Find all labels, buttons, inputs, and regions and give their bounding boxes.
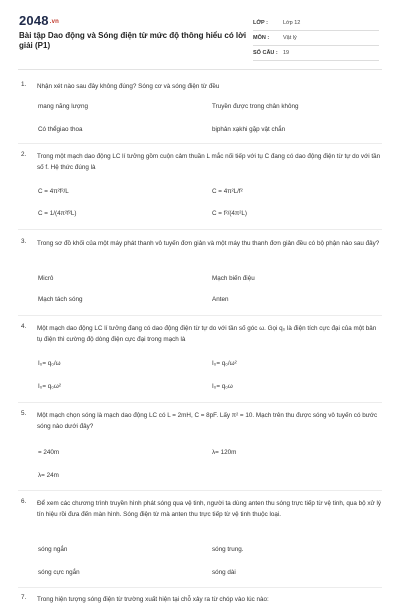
question-divider: [18, 143, 382, 144]
option-a[interactable]: = 240m: [38, 449, 60, 456]
question-number: 2.: [21, 151, 27, 158]
option-a[interactable]: sóng ngắn: [38, 546, 68, 553]
document-header: [0, 0, 400, 62]
question-text: Để xem các chương trình truyền hình phát sóng qua vệ tinh, người ta dùng anten thu sóng trực tiếp từ vệ tinh, qua bộ xử lý tín hiệu rồi đưa đến màn hình. Sóng điện từ mà anten thu trực tiếp từ vệ tinh thuộc loại.: [37, 500, 382, 518]
option-b[interactable]: Truyền được trong chân không: [212, 103, 299, 110]
meta-row-subject: [253, 31, 379, 46]
meta-table: [253, 16, 379, 61]
question-text: Trong hiện tượng sóng điện từ trường xuất hiện tại chỗ xảy ra từ chóp vào lúc nào:: [37, 596, 269, 603]
meta-key: LỚP :: [253, 20, 268, 26]
option-a[interactable]: Micrô: [38, 275, 54, 282]
meta-key: SỐ CÂU :: [253, 50, 278, 56]
meta-value: Lớp 12: [283, 20, 301, 26]
site-logo[interactable]: [19, 13, 59, 28]
option-c[interactable]: I₀= q₀ω²: [38, 383, 61, 390]
question-text: Một mạch chọn sóng là mạch dao động LC có L = 2mH, C = 8pF. Lấy π² = 10. Mạch trên thu được sóng vô tuyến có bước sóng nào dưới đây?: [37, 412, 378, 430]
option-a[interactable]: C = 4π²f²/L: [38, 188, 69, 195]
question-divider: [18, 229, 382, 230]
option-b[interactable]: Mạch biến điệu: [212, 275, 255, 282]
meta-value: Vật lý: [283, 35, 297, 41]
meta-key: MÔN :: [253, 35, 270, 41]
option-c[interactable]: λ= 24m: [38, 472, 59, 479]
question-number: 1.: [21, 81, 27, 88]
logo-suffix: .vn: [49, 19, 60, 25]
question-text: Trong một mạch dao động LC lí tưởng gồm cuộn cảm thuần L mắc nối tiếp với tụ C đang có dao động điện từ tự do với tần số f. Hệ thức đúng là: [37, 153, 381, 171]
question-divider: [18, 402, 382, 403]
question-divider: [18, 587, 382, 588]
option-b[interactable]: sóng trung.: [212, 546, 244, 553]
meta-value: 19: [283, 50, 290, 56]
option-c[interactable]: sóng cực ngắn: [38, 569, 80, 576]
option-b[interactable]: λ= 120m: [212, 449, 237, 456]
option-a[interactable]: I₀= q₀/ω: [38, 360, 61, 367]
question-number: 7.: [21, 594, 27, 601]
question-text: Nhận xét nào sau đây không đúng? Sóng cơ và sóng điện từ đều: [37, 83, 220, 90]
option-d[interactable]: bịphản xạkhi gặp vật chắn: [212, 126, 286, 133]
question-text: Một mạch dao động LC lí tưởng đang có dao động điện từ tự do với tần số góc ω. Gọi q₀ là điện tích cực đại của một bản tụ điện thì cường độ dòng điện cực đại trong mạch là: [37, 325, 377, 343]
option-d[interactable]: Anten: [212, 296, 229, 303]
meta-row-class: [253, 16, 379, 31]
question-number: 5.: [21, 410, 27, 417]
option-d[interactable]: C = f²/(4π²L): [212, 210, 247, 217]
document-title: Bài tập Dao động và Sóng điện từ mức độ thông hiểu có lời giải (P1): [19, 31, 247, 50]
option-d[interactable]: sóng dài: [212, 569, 236, 576]
question-divider: [18, 315, 382, 316]
question-number: 3.: [21, 238, 27, 245]
option-b[interactable]: C = 4π²L/f²: [212, 188, 243, 195]
option-b[interactable]: I₀= q₀/ω²: [212, 360, 237, 367]
question-number: 6.: [21, 498, 27, 505]
question-divider: [18, 490, 382, 491]
option-c[interactable]: Có thểgiao thoa: [38, 126, 83, 133]
header-divider: [18, 69, 382, 70]
meta-row-count: [253, 46, 379, 61]
logo-text: 2048: [19, 13, 49, 28]
option-c[interactable]: Mạch tách sóng: [38, 296, 83, 303]
question-number: 4.: [21, 323, 27, 330]
option-d[interactable]: I₀= q₀ω: [212, 383, 233, 390]
option-c[interactable]: C = 1/(4π²f²L): [38, 210, 77, 217]
option-a[interactable]: mang năng lượng: [38, 103, 89, 110]
question-text: Trong sơ đồ khối của một máy phát thanh vô tuyến đơn giản và một máy thu thanh đơn giản đều có bộ phận nào sau đây?: [37, 240, 380, 247]
